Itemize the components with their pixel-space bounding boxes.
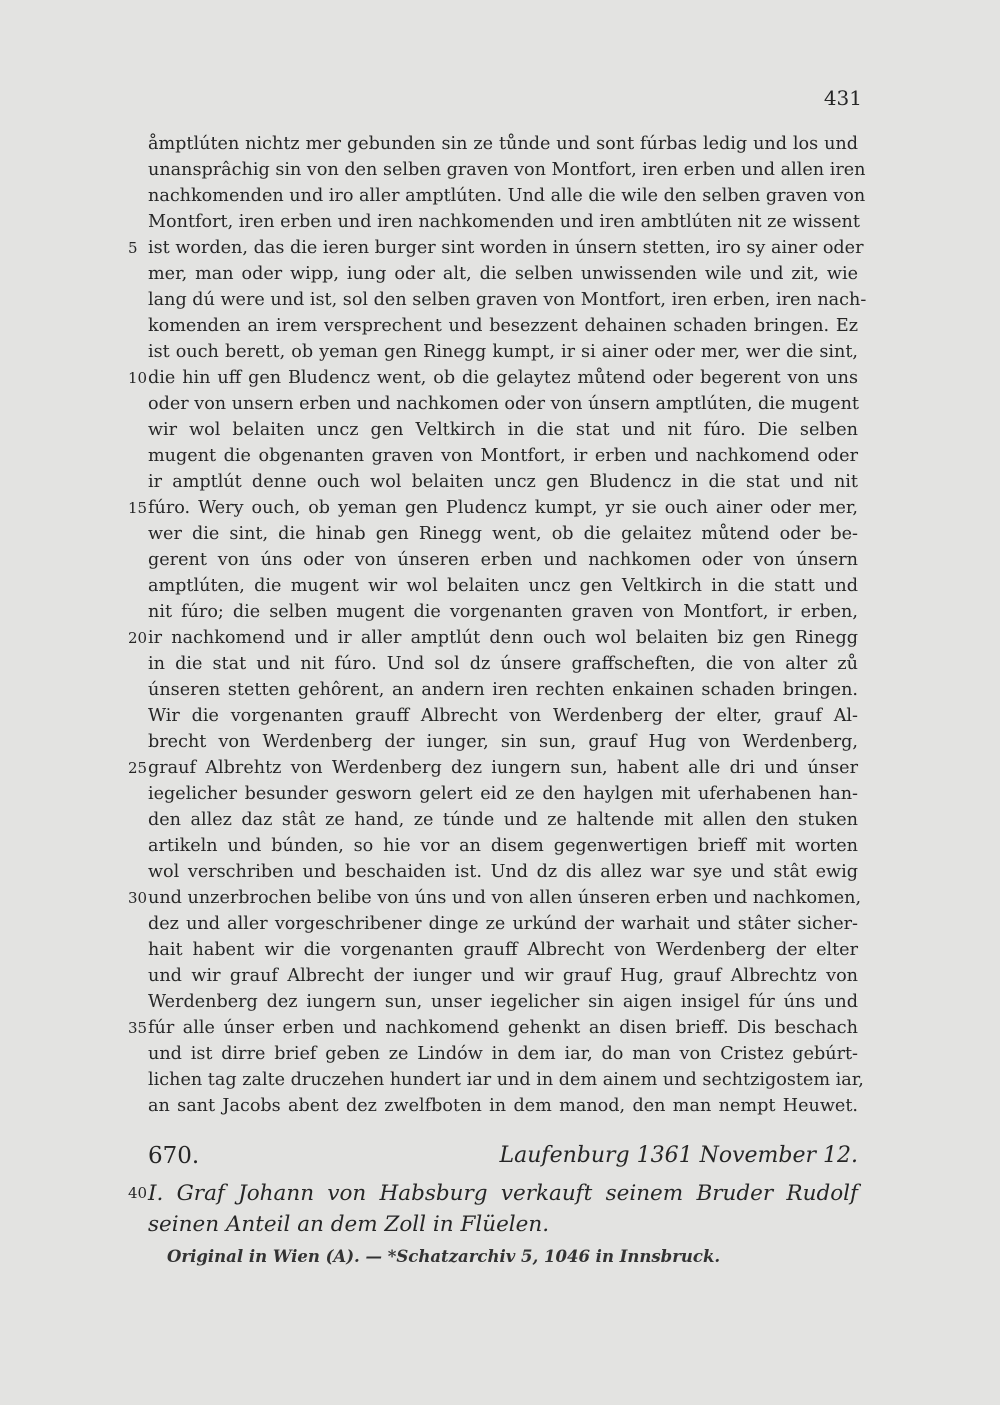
text-line	[148, 651, 858, 677]
text-line	[148, 599, 858, 625]
text-line	[148, 807, 858, 833]
line-number: 5	[128, 239, 138, 257]
text-line	[128, 755, 858, 781]
text-line	[148, 963, 858, 989]
line-text: und ist dirre brief geben ze Lindów in dem iar, do man von Cristez gebúrt-	[148, 1044, 858, 1064]
line-text: und unzerbrochen belibe von úns und von allen únseren erben und nachkomen,	[148, 888, 862, 908]
text-line	[148, 1093, 858, 1119]
text-line	[148, 1067, 864, 1093]
text-line	[148, 833, 858, 859]
document-source: Original in Wien (A). — *Schatzarchiv 5, 1046 in Innsbruck.	[167, 1247, 721, 1266]
line-text: und wir grauf Albrecht der iunger und wir grauf Hug, grauf Albrechtz von	[148, 966, 858, 986]
line-text: oder von unsern erben und nachkomen oder von únsern amptlúten, die mugent	[148, 394, 859, 414]
document-summary	[128, 1178, 858, 1240]
line-text: fúr alle únser erben und nachkomend gehenkt an disen brieff. Dis beschach	[148, 1018, 858, 1038]
line-text: åmptlúten nichtz mer gebunden sin ze tůnde und sont fúrbas ledig und los und	[148, 134, 858, 154]
line-text: grauf Albrehtz von Werdenberg dez iungern sun, habent alle dri und únser	[148, 758, 858, 778]
line-text: wir wol belaiten uncz gen Veltkirch in die stat und nit fúro. Die selben	[148, 420, 858, 440]
text-line	[148, 677, 858, 703]
text-line	[148, 469, 858, 495]
text-line	[148, 261, 858, 287]
line-text: lichen tag zalte druczehen hundert iar und in dem ainem und sechtzigostem iar,	[148, 1070, 864, 1090]
text-line	[148, 417, 858, 443]
text-line	[128, 625, 858, 651]
line-text: ist ouch berett, ob yeman gen Rinegg kumpt, ir si ainer oder mer, wer die sint,	[148, 342, 858, 362]
line-text: Werdenberg dez iungern sun, unser iegelicher sin aigen insigel fúr úns und	[148, 992, 858, 1012]
text-line	[148, 729, 858, 755]
line-text: wer die sint, die hinab gen Rinegg went, ob die gelaitez můtend oder be-	[148, 524, 858, 544]
line-text: ist worden, das die ieren burger sint worden in únsern stetten, iro sy ainer oder	[148, 238, 864, 258]
line-text: iegelicher besunder gesworn gelert eid ze den haylgen mit uferhabenen han-	[148, 784, 858, 804]
line-text: lang dú were und ist, sol den selben graven von Montfort, iren erben, iren nach-	[148, 290, 867, 310]
text-line	[128, 1178, 858, 1209]
text-line	[148, 287, 867, 313]
text-line	[148, 547, 858, 573]
line-text: dez und aller vorgeschribener dinge ze urkúnd der warhait und stâter sicher-	[148, 914, 858, 934]
line-text: nit fúro; die selben mugent die vorgenanten graven von Montfort, ir erben,	[148, 602, 858, 622]
line-text: mugent die obgenanten graven von Montfort, ir erben und nachkomend oder	[148, 446, 858, 466]
document-place-date: Laufenburg 1361 November 12.	[499, 1143, 858, 1168]
text-line	[148, 209, 858, 235]
line-text: nachkomenden und iro aller amptlúten. Und alle die wile den selben graven von	[148, 186, 866, 206]
line-text: hait habent wir die vorgenanten grauff Albrecht von Werdenberg der elter	[148, 940, 858, 960]
line-text: die hin uff gen Bludencz went, ob die gelaytez můtend oder begerent von uns	[148, 368, 858, 388]
line-text: in die stat und nit fúro. Und sol dz únsere graffscheften, die von alter zů	[148, 654, 858, 674]
line-number: 30	[128, 889, 148, 907]
text-line	[128, 365, 858, 391]
line-text: I. Graf Johann von Habsburg verkauft seinem Bruder Rudolf	[148, 1181, 858, 1206]
text-line	[148, 391, 858, 417]
text-line	[148, 339, 858, 365]
document-header	[148, 1143, 858, 1173]
line-text: fúro. Wery ouch, ob yeman gen Pludencz kumpt, yr sie ouch ainer oder mer,	[148, 498, 858, 518]
text-line	[148, 937, 858, 963]
line-text: ir amptlút denne ouch wol belaiten uncz gen Bludencz in die stat und nit	[148, 472, 858, 492]
line-number: 10	[128, 369, 148, 387]
text-line	[148, 989, 858, 1015]
line-text: Wir die vorgenanten grauff Albrecht von Werdenberg der elter, grauf Al-	[148, 706, 858, 726]
text-line	[148, 521, 858, 547]
line-text: artikeln und búnden, so hie vor an disem gegenwertigen brieff mit worten	[148, 836, 858, 856]
line-text: mer, man oder wipp, iung oder alt, die selben unwissenden wile und zit, wie	[148, 264, 858, 284]
text-line	[148, 1041, 858, 1067]
text-line	[148, 443, 858, 469]
document-number: 670.	[148, 1143, 200, 1169]
text-line	[148, 781, 858, 807]
text-line	[148, 573, 858, 599]
line-text: amptlúten, die mugent wir wol belaiten uncz gen Veltkirch in die statt und	[148, 576, 858, 596]
line-text: komenden an irem versprechent und besezzent dehainen schaden bringen. Ez	[148, 316, 858, 336]
line-text: únseren stetten gehôrent, an andern iren rechten enkainen schaden bringen.	[148, 680, 858, 700]
text-line	[148, 703, 858, 729]
line-text: an sant Jacobs abent dez zwelfboten in dem manod, den man nempt Heuwet.	[148, 1096, 858, 1116]
line-number: 15	[128, 499, 148, 517]
text-line	[148, 313, 858, 339]
line-text: brecht von Werdenberg der iunger, sin sun, grauf Hug von Werdenberg,	[148, 732, 858, 752]
line-text: den allez daz stât ze hand, ze túnde und ze haltende mit allen den stuken	[148, 810, 858, 830]
line-text: wol verschriben und beschaiden ist. Und dz dis allez war sye und stât ewig	[148, 862, 858, 882]
line-text: seinen Anteil an dem Zoll in Flüelen.	[148, 1212, 550, 1237]
text-line	[148, 183, 866, 209]
line-number: 25	[128, 759, 148, 777]
text-line	[148, 1209, 858, 1240]
text-line	[128, 495, 858, 521]
text-line	[148, 859, 858, 885]
text-line	[148, 911, 858, 937]
line-number: 40	[128, 1184, 148, 1202]
page-number: 431	[823, 86, 862, 110]
line-text: unansprâchig sin von den selben graven von Montfort, iren erben und allen iren	[148, 160, 866, 180]
line-text: ir nachkomend und ir aller amptlút denn ouch wol belaiten biz gen Rinegg	[148, 628, 858, 648]
line-number: 35	[128, 1019, 148, 1037]
text-line	[128, 1015, 858, 1041]
text-line	[148, 131, 858, 157]
line-number: 20	[128, 629, 148, 647]
text-line	[128, 235, 864, 261]
line-text: Montfort, iren erben und iren nachkomenden und iren ambtlúten nit ze wissent	[148, 212, 860, 232]
text-line	[128, 885, 862, 911]
body-text	[128, 131, 867, 1119]
line-text: gerent von úns oder von únseren erben und nachkomen oder von únsern	[148, 550, 858, 570]
text-line	[148, 157, 866, 183]
